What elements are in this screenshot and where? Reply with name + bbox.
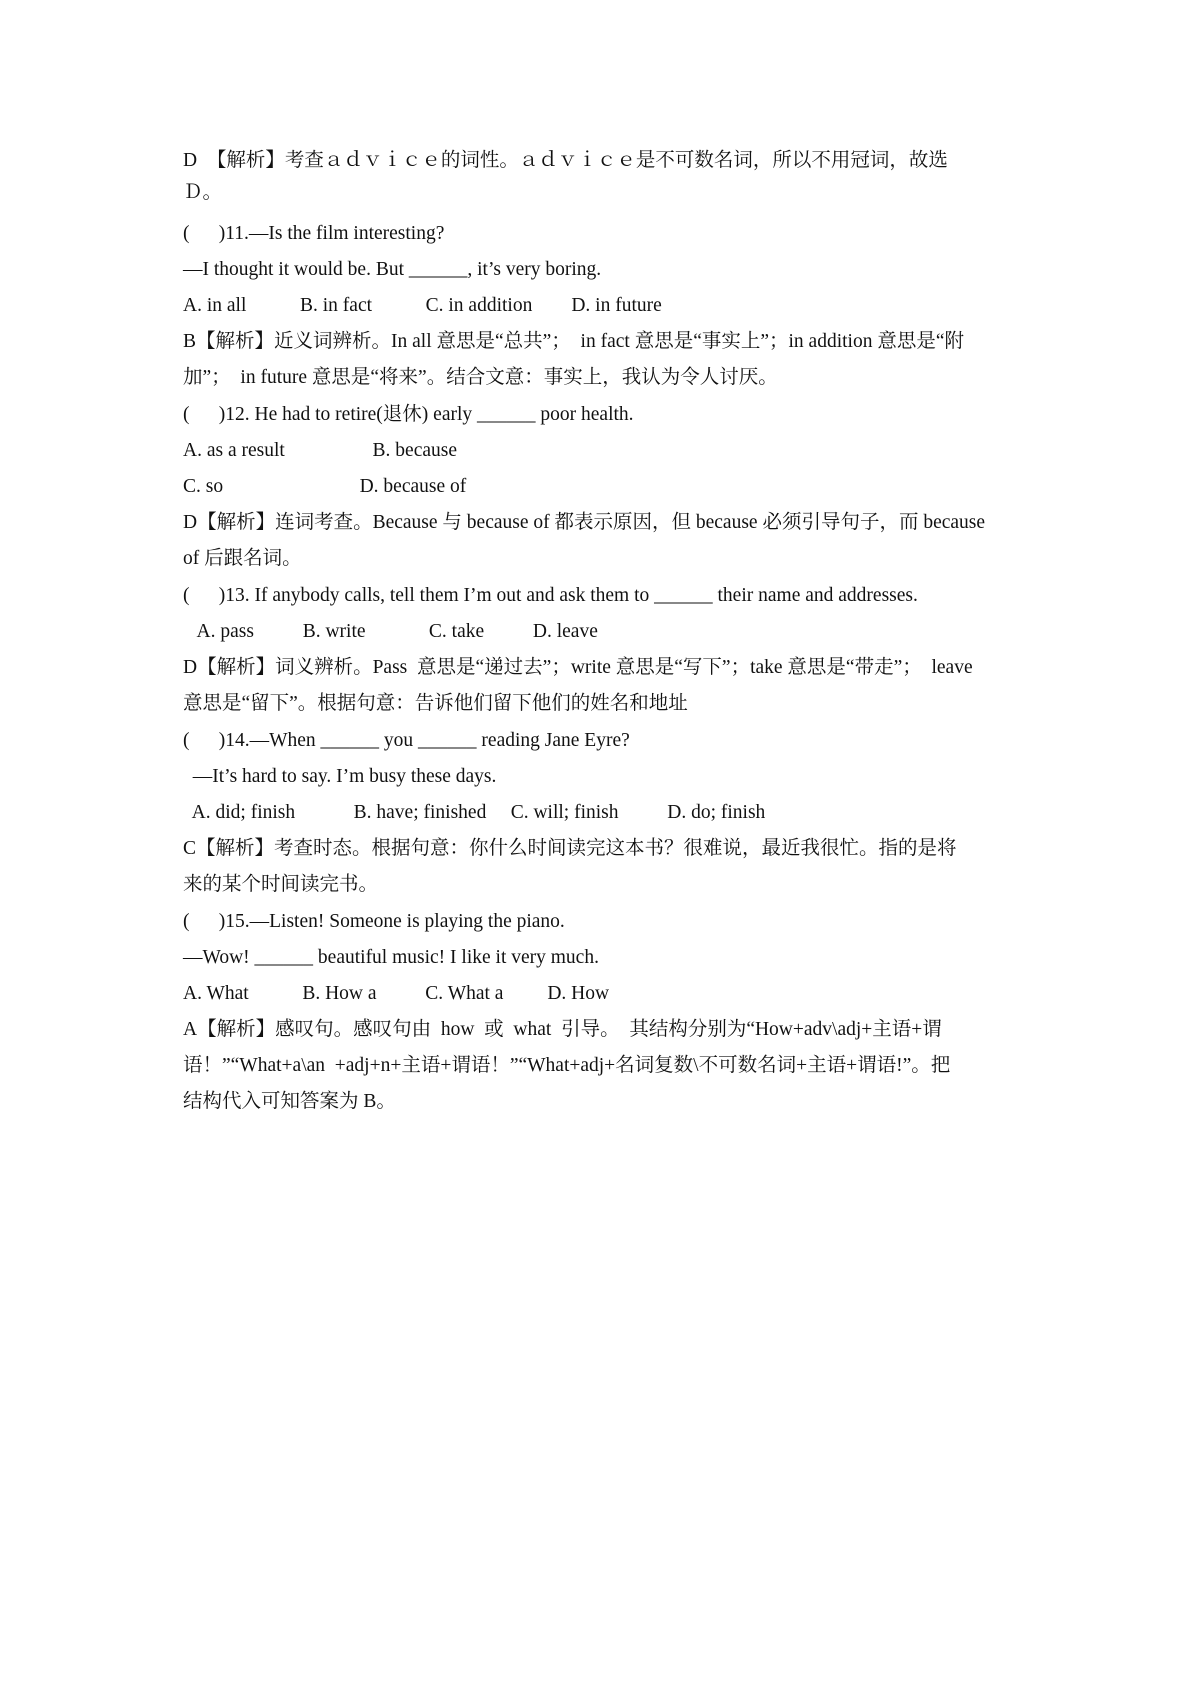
answer-11-explanation-line-1: B【解析】近义词辨析。In all 意思是“总共”； in fact 意思是“事实上”；in addition 意思是“附 [183,331,964,352]
answer-13-explanation-line-2: 意思是“留下”。根据句意：告诉他们留下他们的姓名和地址 [183,693,688,714]
answer-14-explanation-line-2: 来的某个时间读完书。 [183,874,379,895]
answer-10-explanation-line-2: Ｄ。 [183,182,223,203]
question-11-stem: ( )11.—Is the film interesting? [183,223,445,244]
answer-15-explanation-line-2: 语！”“What+a\an +adj+n+主语+谓语！”“What+adj+名词复数\不可数名词+主语+谓语!”。把 [183,1055,951,1076]
answer-15-explanation-line-1: A【解析】感叹句。感叹句由 how 或 what 引导。 其结构分别为“How+adv\adj+主语+谓 [183,1019,942,1040]
question-14-reply: —It’s hard to say. I’m busy these days. [183,766,497,787]
question-14-stem: ( )14.—When ______ you ______ reading Jane Eyre? [183,730,630,751]
question-11-reply: —I thought it would be. But ______, it’s very boring. [183,259,602,280]
question-12-options-row-1: A. as a result B. because [183,440,458,461]
question-12-options-row-2: C. so D. because of [183,476,467,497]
answer-11-explanation-line-2: 加”； in future 意思是“将来”。结合文意：事实上，我认为令人讨厌。 [183,367,778,388]
answer-13-explanation-line-1: D【解析】词义辨析。Pass 意思是“递过去”；write 意思是“写下”；take 意思是“带走”； leave [183,657,973,678]
answer-12-explanation-line-1: D【解析】连词考查。Because 与 because of 都表示原因，但 because 必须引导句子，而 because [183,512,986,533]
answer-12-explanation-line-2: of 后跟名词。 [183,548,302,569]
answer-10-explanation-line-1: D 【解析】考查ａｄｖｉｃｅ的词性。ａｄｖｉｃｅ是不可数名词，所以不用冠词，故选 [183,150,948,171]
answer-14-explanation-line-1: C【解析】考查时态。根据句意：你什么时间读完这本书？很难说，最近我很忙。指的是将 [183,838,957,859]
question-12-stem: ( )12. He had to retire(退休) early ______ poor health. [183,404,634,425]
question-13-stem: ( )13. If anybody calls, tell them I’m out and ask them to ______ their name and addresses. [183,585,918,606]
answer-15-explanation-line-3: 结构代入可知答案为 B。 [183,1091,396,1112]
question-15-reply: —Wow! ______ beautiful music! I like it very much. [183,947,599,968]
question-11-options: A. in all B. in fact C. in addition D. in future [183,295,662,316]
question-13-options: A. pass B. write C. take D. leave [183,621,598,642]
question-14-options: A. did; finish B. have; finished C. will; finish D. do; finish [183,802,766,823]
question-15-options: A. What B. How a C. What a D. How [183,983,610,1004]
question-15-stem: ( )15.—Listen! Someone is playing the piano. [183,911,565,932]
